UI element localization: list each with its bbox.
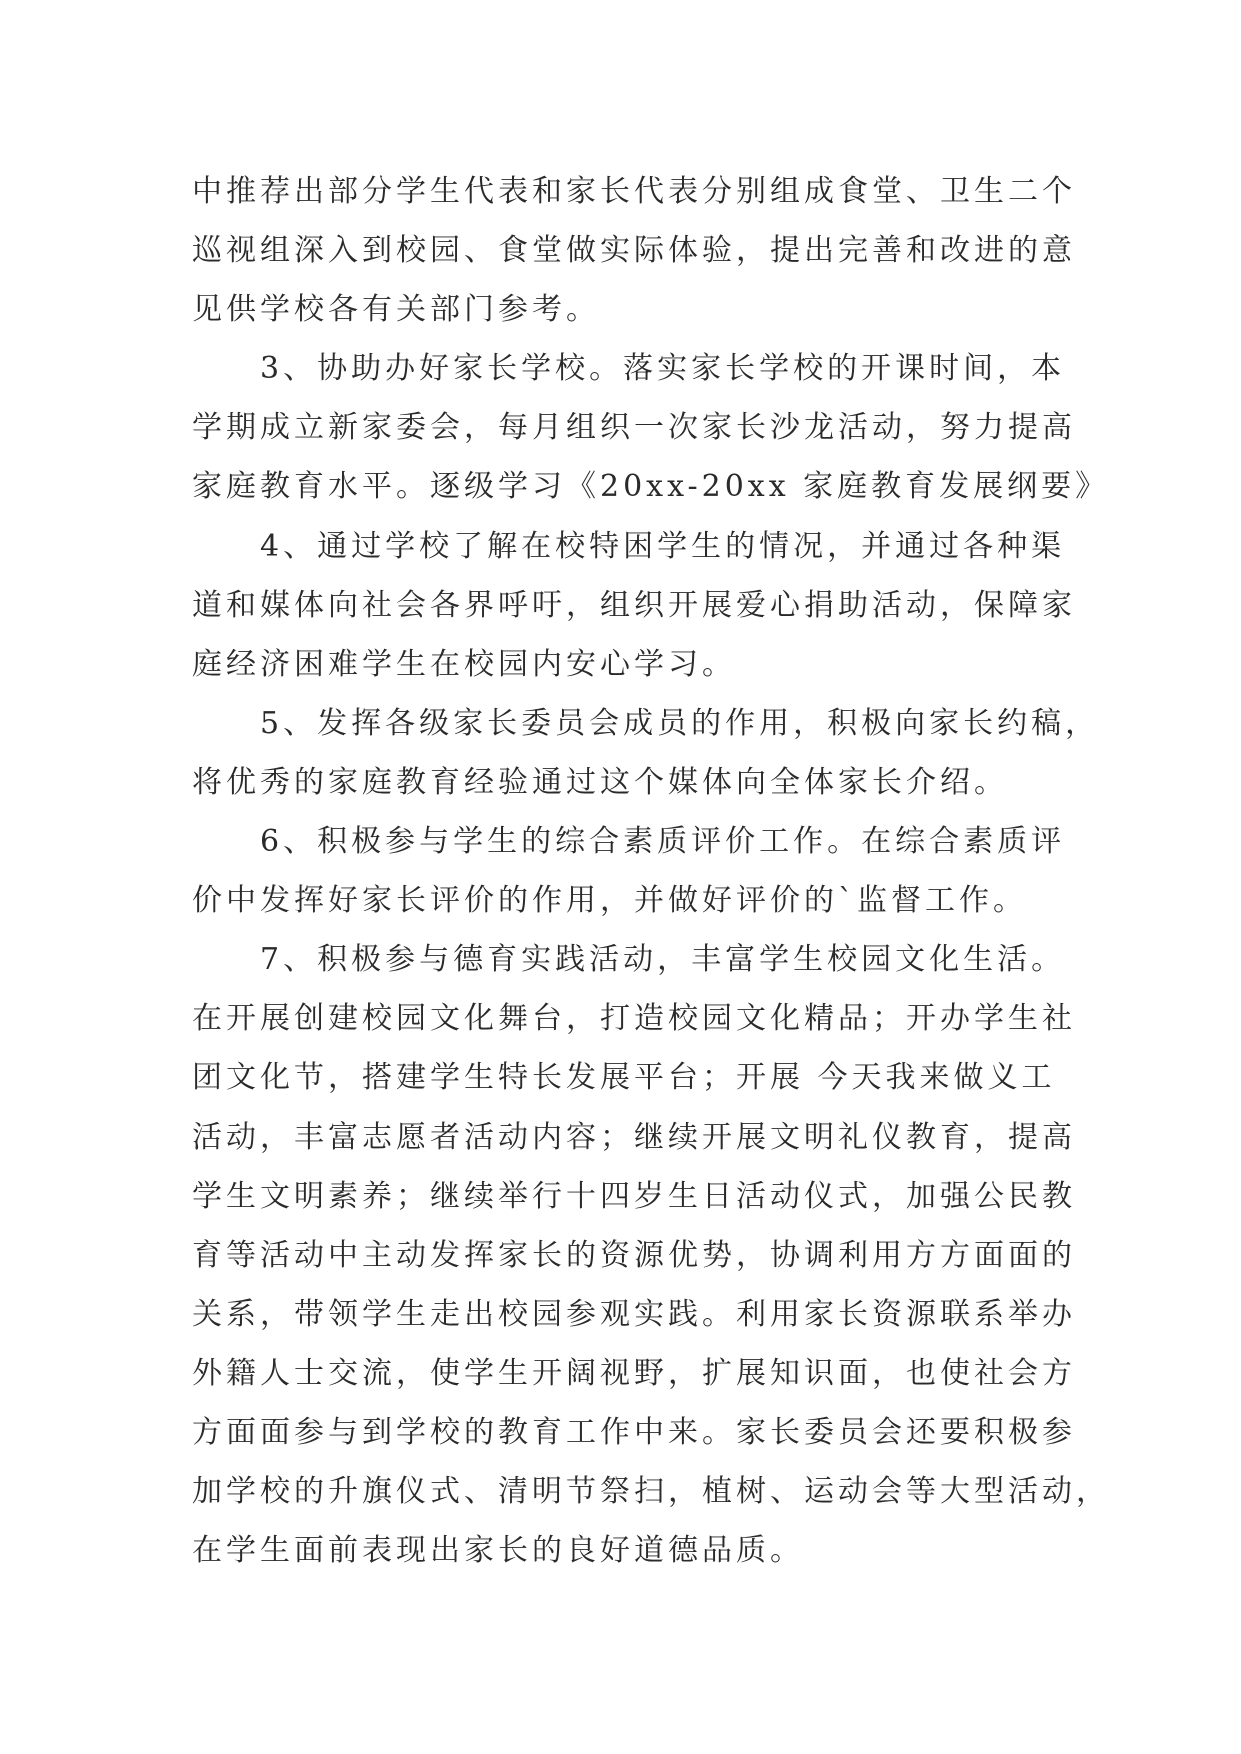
text-line: 学生文明素养；继续举行十四岁生日活动仪式，加强公民教	[192, 1178, 1076, 1214]
text-line: 在开展创建校园文化舞台，打造校园文化精品；开办学生社	[192, 1001, 1076, 1037]
text-line: 价中发挥好家长评价的作用，并做好评价的`监督工作。	[192, 883, 1027, 919]
text-line: 外籍人士交流，使学生开阔视野，扩展知识面，也使社会方	[192, 1355, 1076, 1391]
text-line: 加学校的升旗仪式、清明节祭扫，植树、运动会等大型活动，	[192, 1474, 1110, 1510]
text-line: 庭经济困难学生在校园内安心学习。	[192, 646, 736, 682]
text-line: 家庭教育水平。逐级学习《20xx-20xx 家庭教育发展纲要》	[192, 469, 1110, 505]
text-line: 活动，丰富志愿者活动内容；继续开展文明礼仪教育，提高	[192, 1119, 1076, 1155]
text-line: 见供学校各有关部门参考。	[192, 292, 600, 328]
text-line: 方面面参与到学校的教育工作中来。家长委员会还要积极参	[192, 1414, 1076, 1450]
text-line: 学期成立新家委会，每月组织一次家长沙龙活动，努力提高	[192, 410, 1076, 446]
text-line: 6、积极参与学生的综合素质评价工作。在综合素质评	[260, 824, 1066, 860]
text-line: 7、积极参与德育实践活动，丰富学生校园文化生活。	[260, 942, 1066, 978]
text-line: 4、通过学校了解在校特困学生的情况，并通过各种渠	[260, 528, 1066, 564]
text-line: 3、协助办好家长学校。落实家长学校的开课时间，本	[260, 351, 1066, 387]
text-line: 道和媒体向社会各界呼吁，组织开展爱心捐助活动，保障家	[192, 587, 1076, 623]
text-line: 在学生面前表现出家长的良好道德品质。	[192, 1533, 804, 1569]
text-line: 团文化节，搭建学生特长发展平台；开展 今天我来做义工	[192, 1060, 1056, 1096]
text-line: 中推荐出部分学生代表和家长代表分别组成食堂、卫生二个	[192, 174, 1076, 209]
text-line: 5、发挥各级家长委员会成员的作用，积极向家长约稿，	[260, 705, 1100, 741]
text-line: 将优秀的家庭教育经验通过这个媒体向全体家长介绍。	[192, 764, 1008, 800]
text-line: 关系，带领学生走出校园参观实践。利用家长资源联系举办	[192, 1296, 1076, 1332]
text-line: 巡视组深入到校园、食堂做实际体验，提出完善和改进的意	[192, 233, 1076, 269]
text-line: 育等活动中主动发挥家长的资源优势，协调利用方方面面的	[192, 1237, 1076, 1273]
document-body	[192, 162, 1110, 1580]
